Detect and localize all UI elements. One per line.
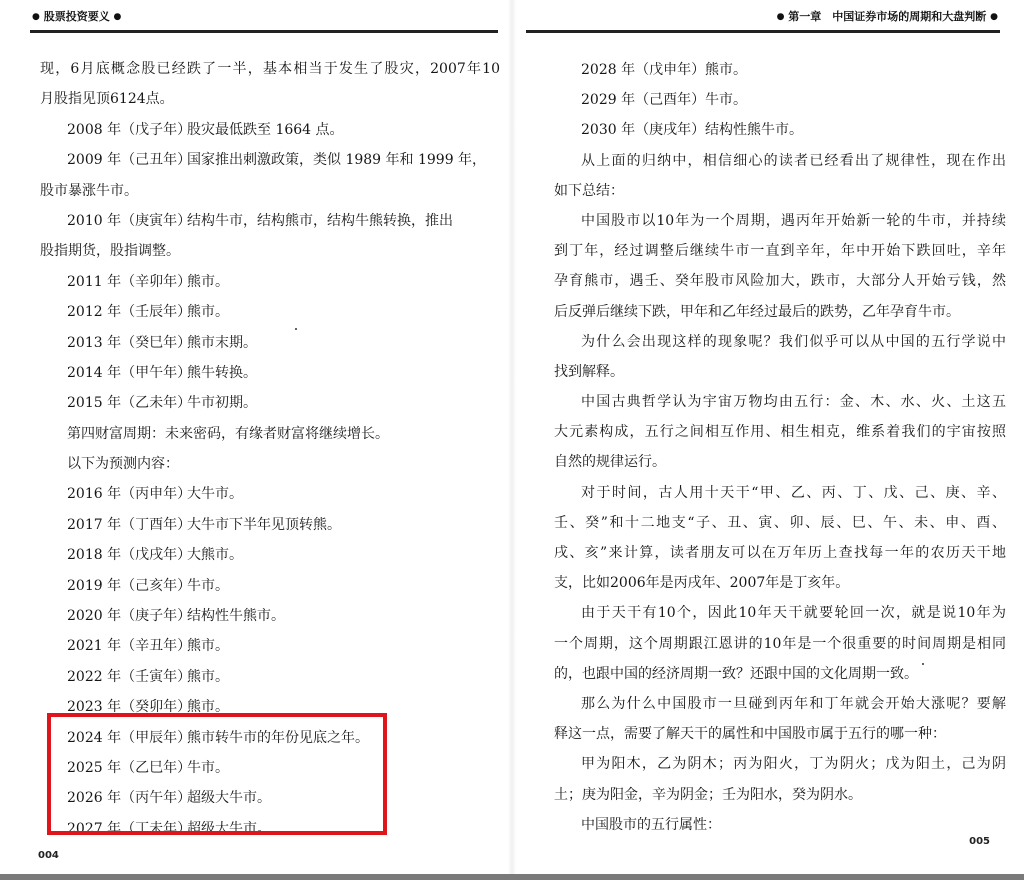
year-label: 2028 年（戊申年） — [581, 62, 706, 78]
year-entry — [40, 662, 500, 692]
year-description: 熊市。 — [187, 638, 229, 655]
year-description: 牛市。 — [187, 577, 229, 594]
text-line: 甲为阳木，乙为阴木；丙为阳火，丁为阴火；戊为阳土，己为阴 — [581, 756, 1006, 773]
text-line: 一个周期，这个周期跟江恩讲的10年是一个很重要的时间周期是相同 — [554, 635, 1006, 652]
year-entry — [40, 358, 500, 388]
bullet-icon: ● — [990, 12, 998, 22]
text-line: 为什么会出现这样的现象呢？我们似乎可以从中国的五行学说中 — [581, 333, 1006, 350]
text-line: 股指期货，股指调整。 — [40, 243, 180, 260]
right-running-header — [526, 4, 1000, 33]
book-title: 股票投资要义 — [43, 10, 110, 23]
year-description: 结构性牛熊市。 — [187, 608, 285, 625]
year-description: 熊市。 — [187, 304, 229, 321]
text-line: 中国古典哲学认为宇宙万物均由五行：金、木、水、火、土这五 — [581, 394, 1006, 411]
year-description: 熊市。 — [187, 699, 229, 716]
right-page — [512, 0, 1024, 880]
text-line: 那么为什么中国股市一旦碰到丙年和丁年就会开始大涨呢？要解 — [581, 695, 1006, 712]
bullet-icon: ● — [776, 12, 785, 22]
year-entry — [40, 297, 500, 327]
right-paragraphs — [554, 146, 1006, 840]
year-entry — [40, 206, 500, 236]
text-line: 大元素构成，五行之间相互作用、相生相克，维系着我们的宇宙按照 — [554, 424, 1006, 441]
year-label: 2029 年（己酉年） — [581, 92, 706, 109]
year-description: 熊市。 — [187, 668, 229, 685]
year-entry — [554, 55, 1006, 85]
text-line: 找到解释。 — [554, 363, 624, 380]
year-entry — [40, 540, 500, 570]
text-line: 壬、癸”和十二地支“子、丑、寅、卯、辰、巳、午、未、申、酉、 — [554, 514, 1006, 531]
year-label: 2010 年（庚寅年） — [67, 212, 192, 229]
text-line: 戌、亥”来计算，读者朋友可以在万年历上查找每一年的农历天干地 — [554, 545, 1006, 561]
year-entry — [40, 510, 500, 540]
year-description: 熊市。 — [705, 62, 747, 78]
scan-speck — [295, 328, 297, 330]
year-label: 2012 年（壬辰年） — [67, 304, 192, 321]
year-entry — [40, 601, 500, 631]
text-line: 土；庚为阳金，辛为阴金；壬为阳水，癸为阴水。 — [554, 786, 862, 803]
year-label: 2026 年（丙午年） — [67, 790, 192, 807]
year-description: 国家推出刺激政策，类似 1989 年和 1999 年， — [187, 152, 487, 169]
text-line: 释这一点，需要了解天干的属性和中国股市属于五行的哪一种： — [554, 726, 946, 743]
bullet-icon: ● — [113, 12, 122, 22]
year-entry — [40, 328, 500, 358]
forecast-intro: 以下为预测内容： — [67, 456, 179, 473]
left-running-header — [30, 4, 498, 33]
text-line: 后反弹后继续下跌，甲年和乙年经过最后的跌势，乙年孕育牛市。 — [554, 303, 960, 320]
year-description: 超级大牛市。 — [187, 820, 271, 837]
year-entry — [554, 85, 1006, 115]
year-label: 2019 年（己亥年） — [67, 577, 192, 594]
year-description: 牛市。 — [705, 92, 747, 109]
year-description: 大熊市。 — [187, 547, 243, 564]
text-line: 从上面的归纳中，相信细心的读者已经看出了规律性，现在作出 — [581, 152, 1006, 169]
year-label: 2008 年（戊子年） — [67, 121, 192, 138]
year-description: 结构牛市，结构熊市，结构牛熊转换，推出 — [187, 212, 453, 229]
chapter-title: 第一章 中国证券市场的周期和大盘判断 — [788, 10, 987, 23]
text-line: 中国股市以10年为一个周期，遇丙年开始新一轮的牛市，并持续 — [581, 212, 1006, 229]
year-label: 2018 年（戊戌年） — [67, 547, 192, 564]
year-description: 牛市初期。 — [187, 395, 257, 412]
text-line: 中国股市的五行属性： — [581, 816, 721, 833]
text-line: 支，比如2006年是丙戌年、2007年是丁亥年。 — [554, 575, 850, 592]
year-label: 2027 年（丁未年） — [67, 820, 192, 837]
year-entry — [40, 631, 500, 661]
scan-speck — [922, 663, 924, 665]
text-line: 股市暴涨牛市。 — [40, 182, 138, 199]
text-line: 月股指见顶6124点。 — [40, 91, 174, 108]
year-description: 大牛市。 — [187, 486, 243, 503]
text-line: 自然的规律运行。 — [554, 454, 666, 471]
text-line: 的，也跟中国的经济周期一致？还跟中国的文化周期一致。 — [554, 665, 918, 682]
year-description: 牛市。 — [187, 759, 229, 776]
year-label: 2013 年（癸巳年） — [67, 334, 192, 351]
bullet-icon: ● — [32, 12, 40, 22]
year-label: 2024 年（甲辰年） — [67, 729, 192, 746]
year-label: 2030 年（庚戌年） — [581, 122, 706, 139]
year-label: 2015 年（乙未年） — [67, 395, 192, 412]
text-line: 如下总结： — [554, 182, 624, 199]
text-line: 现，6月底概念股已经跌了一半，基本相当于发生了股灾，2007年10 — [40, 61, 500, 77]
page-number: 004 — [38, 850, 59, 861]
year-description: 结构性熊牛市。 — [705, 122, 803, 139]
year-description: 熊市末期。 — [187, 334, 257, 351]
year-entry — [40, 115, 500, 145]
year-description: 熊市转牛市的年份见底之年。 — [187, 729, 369, 746]
year-label: 2022 年（壬寅年） — [67, 668, 192, 685]
year-entry — [40, 145, 500, 175]
year-label: 2023 年（癸卯年） — [67, 699, 192, 716]
year-description: 股灾最低跌至 1664 点。 — [187, 121, 344, 138]
year-label: 2016 年（丙申年） — [67, 486, 192, 503]
red-highlight-box — [47, 713, 387, 835]
fourth-period-note: 第四财富周期：未来密码，有缘者财富将继续增长。 — [67, 425, 389, 442]
year-description: 超级大牛市。 — [187, 790, 271, 807]
year-entry — [554, 115, 1006, 145]
year-entry — [40, 571, 500, 601]
right-body-text — [554, 55, 1006, 840]
year-entry — [40, 267, 500, 297]
page-number: 005 — [969, 836, 990, 847]
year-label: 2017 年（丁酉年） — [67, 516, 192, 533]
year-description: 熊牛转换。 — [187, 364, 257, 381]
year-entry — [40, 479, 500, 509]
year-label: 2025 年（乙巳年） — [67, 759, 192, 776]
scan-bottom-edge — [0, 874, 1024, 880]
text-line: 孕育熊市，遇壬、癸年股市风险加大，跌市，大部分人开始亏钱，然 — [554, 273, 1006, 290]
year-description: 大牛市下半年见顶转熊。 — [187, 516, 341, 533]
text-line: 对于时间，古人用十天干“甲、乙、丙、丁、戊、己、庚、辛、 — [581, 484, 1006, 501]
year-label: 2011 年（辛卯年） — [67, 273, 192, 290]
year-description: 熊市。 — [187, 273, 229, 290]
year-label: 2009 年（己丑年） — [67, 152, 192, 169]
text-line: 到丁年，经过调整后继续牛市一直到辛年，年中开始下跌回吐，辛年 — [554, 243, 1006, 260]
year-label: 2014 年（甲午年） — [67, 364, 192, 381]
year-label: 2020 年（庚子年） — [67, 608, 192, 625]
year-entry — [40, 388, 500, 418]
year-label: 2021 年（辛丑年） — [67, 638, 192, 655]
text-line: 由于天干有10个，因此10年天干就要轮回一次，就是说10年为 — [581, 605, 1006, 622]
